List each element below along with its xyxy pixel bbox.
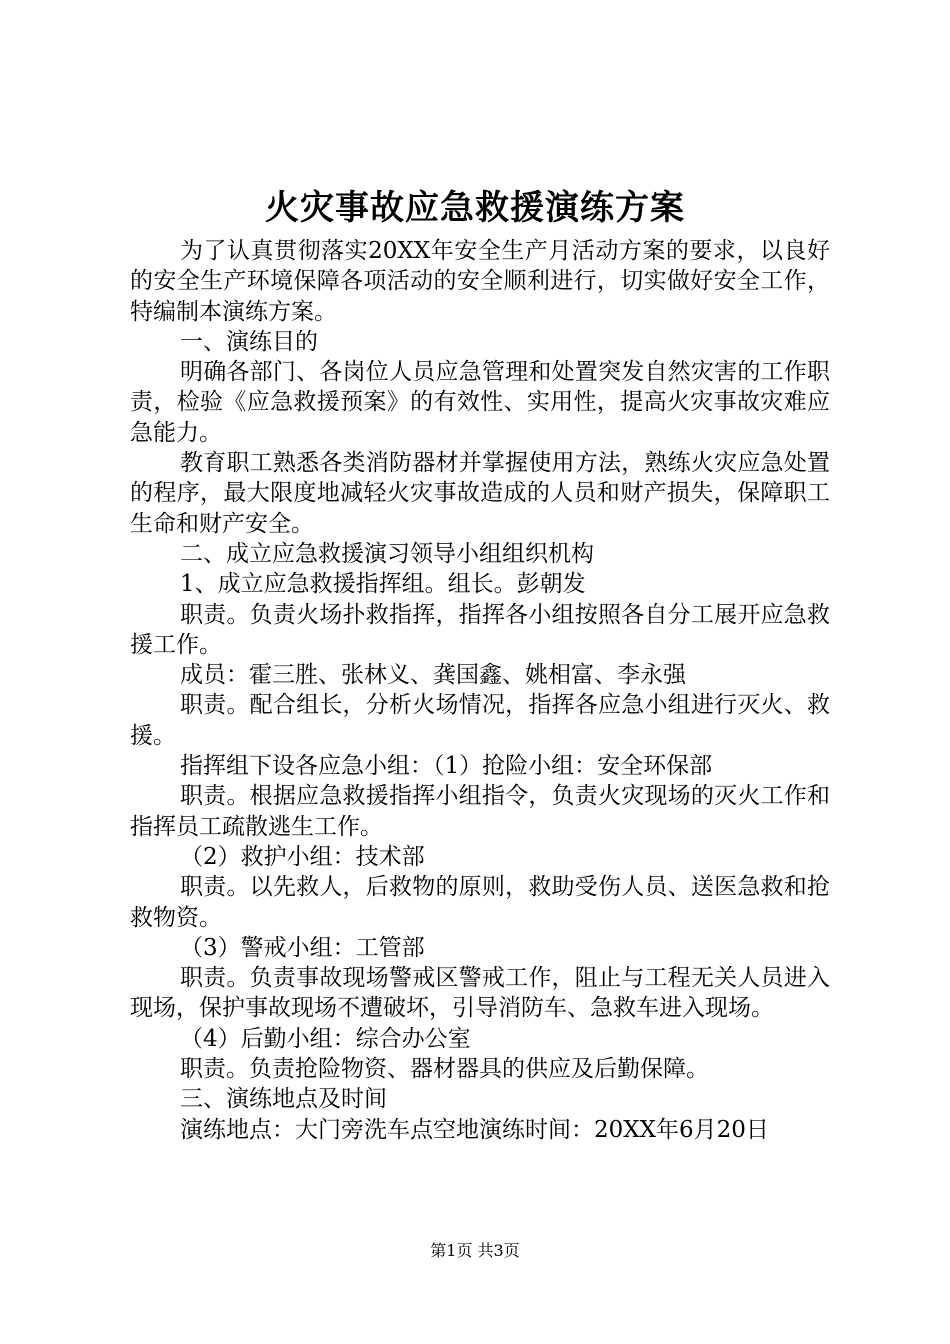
paragraph-intro: 为了认真贯彻落实20XX年安全生产月活动方案的要求，以良好的安全生产环境保障各项活动的安全顺利进行，切实做好安全工作，特编制本演练方案。 bbox=[130, 238, 830, 325]
section-heading-organization: 二、成立应急救援演习领导小组组织机构 bbox=[180, 540, 594, 567]
section-heading-location-time: 三、演练地点及时间 bbox=[180, 1086, 387, 1113]
paragraph-medical-team: （2）救护小组：技术部 bbox=[180, 843, 425, 870]
paragraph-members-duty: 职责。配合组长，分析火场情况，指挥各应急小组进行灭火、救援。 bbox=[130, 692, 830, 749]
paragraph-guard-team: （3）警戒小组：工管部 bbox=[180, 934, 425, 961]
paragraph-location-time: 演练地点：大门旁洗车点空地演练时间：20XX年6月20日 bbox=[180, 1116, 769, 1143]
page-number-footer: 第1页 共3页 bbox=[430, 1241, 520, 1260]
paragraph-command-group: 1、成立应急救援指挥组。组长。彭朝发 bbox=[180, 571, 586, 598]
paragraph-purpose-2: 教育职工熟悉各类消防器材并掌握使用方法，熟练火灾应急处置的程序，最大限度地减轻火灾事故造成的人员和财产损失，保障职工生命和财产安全。 bbox=[130, 450, 830, 537]
paragraph-medical-duty: 职责。以先救人，后救物的原则，救助受伤人员、送医急救和抢救物资。 bbox=[130, 874, 830, 931]
paragraph-rescue-duty: 职责。根据应急救援指挥小组指令，负责火灾现场的灭火工作和指挥员工疏散逃生工作。 bbox=[130, 783, 830, 840]
paragraph-rescue-team: 指挥组下设各应急小组：（1）抢险小组：安全环保部 bbox=[180, 753, 713, 780]
paragraph-logistics-team: （4）后勤小组：综合办公室 bbox=[180, 1025, 471, 1052]
document-body bbox=[130, 236, 830, 1145]
document-title: 火灾事故应急救援演练方案 bbox=[265, 188, 685, 228]
paragraph-logistics-duty: 职责。负责抢险物资、器材器具的供应及后勤保障。 bbox=[180, 1056, 709, 1083]
paragraph-purpose-1: 明确各部门、各岗位人员应急管理和处置突发自然灾害的工作职责，检验《应急救援预案》的有效性、实用性，提高火灾事故灾难应急能力。 bbox=[130, 359, 830, 446]
paragraph-leader-duty: 职责。负责火场扑救指挥，指挥各小组按照各自分工展开应急救援工作。 bbox=[130, 601, 830, 658]
paragraph-guard-duty: 职责。负责事故现场警戒区警戒工作，阻止与工程无关人员进入现场，保护事故现场不遭破坏，引导消防车、急救车进入现场。 bbox=[130, 965, 830, 1022]
paragraph-members: 成员：霍三胜、张林义、龚国鑫、姚相富、李永强 bbox=[180, 662, 686, 689]
section-heading-purpose: 一、演练目的 bbox=[180, 328, 318, 355]
